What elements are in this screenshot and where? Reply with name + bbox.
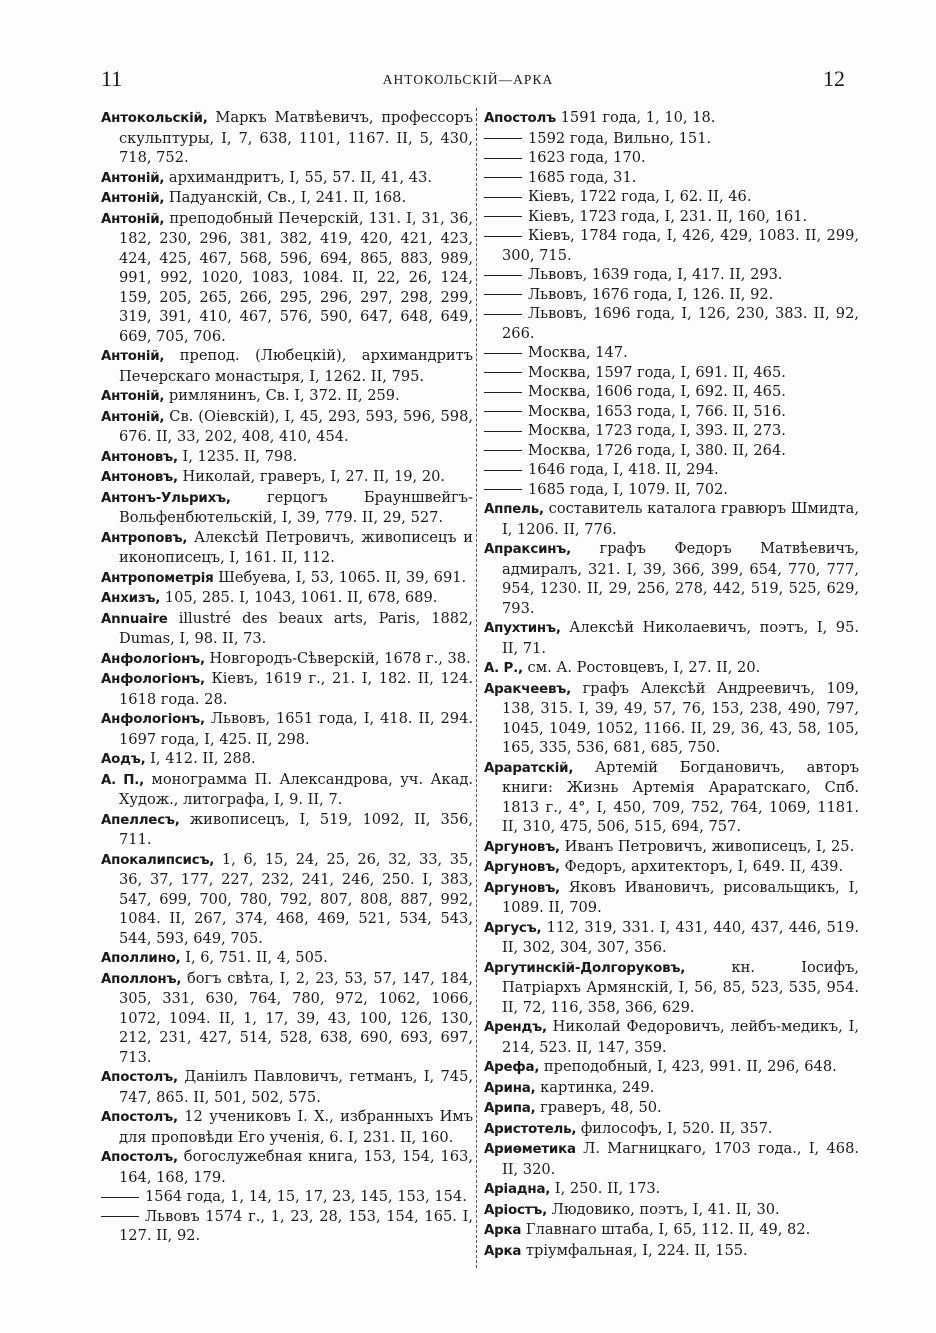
entry-headword: Арка — [484, 1223, 522, 1238]
index-entry — [484, 148, 859, 168]
entry-text: I, 1235. II, 798. — [177, 447, 298, 465]
index-entry — [484, 108, 859, 129]
index-entry — [484, 363, 859, 383]
entry-headword: Annuaire — [101, 611, 168, 627]
repeat-dash — [484, 197, 522, 198]
entry-text: преподобный Печерскій, 131. I, 31, 36, 182, 230, 296, 381, 382, 419, 420, 421, 423, 424, 425, 467, 568, 596, 694, 865, 883, 989, 991, 992, 1020, 1083, 1084. II, 22, 26, 124, 159, 205, 265, 266, 295, 296, 297, 298, 299, 319, 391, 410, 467, 576, 590, 647, 648, 649, 669, 705, 706. — [119, 209, 473, 345]
repeat-dash — [484, 216, 522, 217]
index-entry — [484, 187, 859, 207]
entry-headword: Аріостъ, — [484, 1202, 547, 1218]
entry-text: Кіевъ, 1784 года, I, 426, 429, 1083. II, 299, 300, 715. — [502, 227, 859, 264]
index-entry — [484, 499, 859, 539]
entry-headword: Апостолъ, — [101, 1150, 178, 1165]
index-entry — [484, 343, 859, 363]
index-entry — [101, 108, 473, 168]
entry-text: картинка, 249. — [535, 1078, 655, 1096]
index-entry — [484, 758, 859, 837]
index-entry — [484, 918, 859, 958]
entry-text: 1685 года, I, 1079. II, 702. — [528, 480, 728, 498]
entry-headword: Анфологіонъ, — [101, 712, 205, 727]
index-entry — [484, 226, 859, 265]
repeat-dash — [484, 411, 522, 412]
index-entry — [101, 709, 473, 749]
entry-text: Яковъ Ивановичъ, рисовальщикъ, I, 1089. II, 709. — [502, 878, 859, 916]
entry-headword: Аполлонъ, — [101, 971, 182, 987]
entry-text: Кіевъ, 1619 г., 21. I, 182. II, 124. 1618 года. 28. — [119, 670, 473, 708]
entry-headword: Аппель, — [484, 502, 544, 517]
entry-text: 1564 года, 1, 14, 15, 17, 23, 145, 153, 154. — [145, 1188, 467, 1205]
index-entry — [484, 285, 859, 305]
entry-headword: Араратскій, — [484, 760, 574, 776]
entry-text: Л. Магницкаго, 1703 года., I, 468. II, 320. — [502, 1140, 859, 1178]
entry-headword: Антонъ-Ульрихъ, — [101, 490, 231, 506]
repeat-dash — [484, 314, 522, 315]
repeat-dash — [484, 236, 522, 237]
entry-headword: Антокольскій, — [101, 111, 208, 126]
entry-text: Львовъ, 1676 года, I, 126. II, 92. — [528, 285, 774, 303]
entry-text: 105, 285. I, 1043, 1061. II, 678, 689. — [160, 589, 438, 606]
index-entry — [484, 1241, 859, 1262]
index-entry — [101, 209, 473, 347]
entry-text: Артемій Богдановичъ, авторъ книги: Жизнь Артемія Араратскаго, Спб. 1813 г., 4°, I, 450, 709, 752, 764, 1069, 1181. II, 310, 475, 506, 515, 694, 757. — [502, 758, 859, 835]
index-entry — [101, 447, 473, 468]
entry-text: герцогъ Брауншвейгъ-Вольфенбютельскій, I, 39, 779. II, 29, 527. — [119, 488, 473, 526]
entry-headword: Анфологіонъ, — [101, 672, 205, 687]
index-entry — [484, 878, 859, 918]
entry-headword: Апостолъ, — [101, 1070, 178, 1085]
index-entry — [484, 129, 859, 149]
entry-text: Федоръ, архитекторъ, I, 649. II, 439. — [559, 858, 844, 875]
entry-headword: Апраксинъ, — [484, 542, 572, 557]
entry-text: Алексѣй Николаевичъ, поэтъ, I, 95. II, 71. — [502, 619, 859, 657]
entry-headword: Анфологіонъ, — [101, 651, 205, 667]
index-column-left — [101, 108, 473, 1246]
index-entry — [484, 1139, 859, 1179]
entry-text: Маркъ Матвѣевичъ, профессоръ скульптуры, I, 7, 638, 1101, 1167. II, 5, 430, 718, 752. — [119, 109, 473, 166]
entry-headword: Аргуновъ, — [484, 880, 560, 896]
repeat-dash — [484, 275, 522, 276]
entry-headword: Антоній, — [101, 349, 165, 364]
entry-text: I, 6, 751. II, 4, 505. — [180, 949, 328, 966]
index-entry — [101, 188, 473, 209]
index-entry — [484, 618, 859, 658]
entry-text: Москва, 1726 года, I, 380. II, 264. — [528, 441, 786, 459]
entry-headword: Антоній, — [101, 191, 165, 206]
index-entry — [101, 568, 473, 589]
index-entry — [101, 1067, 473, 1107]
entry-text: 1591 года, 1, 10, 18. — [555, 109, 716, 126]
index-entry — [101, 588, 473, 609]
entry-headword: Арипа, — [484, 1101, 536, 1116]
entry-text: живописецъ, I, 519, 1092, II, 356, 711. — [119, 810, 473, 848]
entry-text: Иванъ Петровичъ, живописецъ, I, 25. — [559, 837, 855, 855]
entry-headword: Антроповъ, — [101, 530, 188, 546]
index-entry — [484, 857, 859, 878]
entry-text: Кіевъ, 1723 года, I, 231. II, 160, 161. — [528, 207, 808, 225]
entry-text: кн. Іосифъ, Патріархъ Армянскій, I, 56, 85, 523, 535, 954. II, 72, 116, 358, 366, 629. — [502, 958, 859, 1016]
entry-text: I, 250. II, 173. — [550, 1180, 661, 1197]
index-entry — [101, 346, 473, 386]
index-entry — [484, 402, 859, 422]
entry-text: Москва, 1723 года, I, 393. II, 273. — [528, 422, 786, 439]
repeat-dash — [484, 138, 522, 139]
entry-text: 12 учениковъ I. X., избранныхъ Имъ для проповѣди Его ученія, 6. I, 231. II, 160. — [119, 1108, 473, 1146]
entry-headword: Аракчеевъ, — [484, 681, 572, 697]
running-title: АНТОКОЛЬСКІЙ—АРКА — [382, 72, 554, 87]
repeat-dash — [484, 294, 522, 295]
index-column-right — [484, 108, 859, 1261]
index-entry — [484, 460, 859, 480]
index-entry — [101, 1187, 473, 1207]
index-entry — [484, 958, 859, 1018]
entry-text: Св. (Оіевскій), I, 45, 293, 593, 596, 598, 676. II, 33, 202, 408, 410, 454. — [119, 407, 473, 445]
index-entry — [484, 421, 859, 441]
entry-headword: Ариѳметика — [484, 1142, 576, 1157]
entry-headword: Аргуновъ, — [484, 839, 560, 855]
page-header — [0, 62, 936, 96]
entry-text: граверъ, 48, 50. — [535, 1099, 662, 1116]
repeat-dash — [484, 372, 522, 373]
repeat-dash — [484, 177, 522, 178]
entry-text: 1646 года, I, 418. II, 294. — [528, 461, 719, 478]
entry-text: illustré des beaux arts, Paris, 1882, Dumas, I, 98. II, 73. — [119, 609, 473, 647]
index-entry — [101, 669, 473, 709]
index-entry — [101, 948, 473, 969]
entry-text: 1623 года, 170. — [528, 149, 646, 166]
entry-text: 1685 года, 31. — [528, 168, 637, 186]
entry-headword: А. П., — [101, 772, 145, 788]
entry-text: Шебуева, I, 53, 1065. II, 39, 691. — [213, 568, 467, 586]
entry-text: богослужебная книга, 153, 154, 163, 164, 168, 179. — [119, 1148, 473, 1186]
index-entry — [101, 467, 473, 488]
page-number-left: 11 — [101, 66, 123, 91]
index-entry — [101, 1147, 473, 1187]
entry-text: Львовъ, 1651 года, I, 418. II, 294. 1697 года, I, 425. II, 298. — [119, 710, 473, 748]
column-divider — [476, 108, 478, 1268]
entry-headword: Апокалипсисъ, — [101, 852, 215, 868]
entry-headword: Антоновъ, — [101, 449, 178, 465]
index-entry — [101, 386, 473, 407]
entry-headword: Аргусъ, — [484, 920, 542, 936]
entry-text: преподобный, I, 423, 991. II, 296, 648. — [539, 1058, 837, 1075]
index-entry — [484, 539, 859, 618]
index-entry — [101, 770, 473, 810]
entry-text: составитель каталога гравюръ Шмидта, I, 1206. II, 776. — [502, 500, 859, 538]
entry-text: графъ Федоръ Матвѣевичъ, адмиралъ, 321. I, 39, 366, 399, 654, 770, 777, 954, 1230. II, 29, 256, 278, 442, 519, 525, 629, 793. — [502, 540, 859, 617]
entry-headword: Антропометрія — [101, 570, 214, 586]
entry-text: I, 412. II, 288. — [145, 750, 256, 767]
index-entry — [484, 168, 859, 188]
entry-text: 1, 6, 15, 24, 25, 26, 32, 33, 35, 36, 37, 177, 227, 232, 241, 246, 250. I, 383, 547, 699, 700, 780, 792, 807, 808, 887, 992, 1084. II, 267, 374, 468, 469, 521, 534, 543, 544, 593, 649, 705. — [119, 850, 473, 947]
index-entry — [484, 1119, 859, 1140]
index-entry — [484, 1017, 859, 1057]
index-entry — [101, 850, 473, 949]
entry-text: Москва, 1597 года, I, 691. II, 465. — [528, 363, 786, 381]
entry-headword: Арефа, — [484, 1060, 540, 1075]
entry-headword: Арина, — [484, 1080, 536, 1096]
entry-text: 1592 года, Вильно, 151. — [528, 129, 712, 147]
repeat-dash — [484, 470, 522, 471]
entry-headword: Аріадна, — [484, 1182, 551, 1197]
entry-headword: Аргуновъ, — [484, 860, 560, 875]
entry-text: Львовъ, 1696 года, I, 126, 230, 383. II, 92, 266. — [502, 305, 859, 342]
index-entry — [484, 1220, 859, 1241]
entry-headword: Апостолъ, — [101, 1110, 178, 1125]
index-entry — [101, 1107, 473, 1147]
index-entry — [484, 1057, 859, 1078]
entry-headword: Арка — [484, 1243, 522, 1259]
entry-text: Львовъ 1574 г., 1, 23, 28, 153, 154, 165. I, 127. II, 92. — [119, 1207, 473, 1244]
index-entry — [484, 265, 859, 285]
repeat-dash — [101, 1216, 139, 1217]
entry-headword: Анхизъ, — [101, 591, 161, 606]
entry-text: философъ, I, 520. II, 357. — [576, 1119, 773, 1137]
entry-headword: Апухтинъ, — [484, 621, 561, 636]
entry-headword: Аргутинскій-Долгоруковъ, — [484, 960, 686, 976]
entry-headword: Аодъ, — [101, 752, 146, 767]
entry-text: архимандритъ, I, 55, 57. II, 41, 43. — [164, 168, 433, 186]
index-entry — [484, 304, 859, 343]
entry-headword: Аполлино, — [101, 951, 181, 966]
entry-text: Николай Федоровичъ, лейбъ-медикъ, I, 214, 523. II, 147, 359. — [502, 1018, 859, 1056]
entry-headword: Антоній, — [101, 389, 165, 404]
index-entry — [101, 749, 473, 770]
repeat-dash — [484, 450, 522, 451]
repeat-dash — [484, 158, 522, 159]
entry-text: 112, 319, 331. I, 431, 440, 437, 446, 519. II, 302, 304, 307, 356. — [502, 918, 859, 956]
entry-headword: Арендъ, — [484, 1020, 547, 1035]
index-entry — [101, 488, 473, 528]
entry-headword: Антоній, — [101, 409, 165, 425]
index-entry — [484, 441, 859, 461]
entry-text: тріумфальная, I, 224. II, 155. — [521, 1241, 748, 1259]
index-entry — [484, 679, 859, 758]
entry-text: Кіевъ, 1722 года, I, 62. II, 46. — [528, 188, 752, 205]
entry-text: Москва, 1606 года, I, 692. II, 465. — [528, 383, 786, 400]
entry-text: Николай, граверъ, I, 27. II, 19, 20. — [177, 468, 446, 485]
repeat-dash — [484, 489, 522, 490]
entry-text: Алексѣй Петровичъ, живописецъ и иконописецъ, I, 161. II, 112. — [119, 528, 473, 566]
entry-headword: Антоній, — [101, 170, 165, 186]
entry-text: Москва, 147. — [528, 344, 628, 361]
entry-text: Даніилъ Павловичъ, гетманъ, I, 745, 747, 865. II, 501, 502, 575. — [119, 1068, 473, 1106]
index-entry — [484, 1098, 859, 1119]
entry-text: монограмма П. Александрова, уч. Акад. Худож., литографа, I, 9. II, 7. — [119, 770, 473, 808]
index-entry — [101, 1207, 473, 1246]
repeat-dash — [484, 431, 522, 432]
repeat-dash — [484, 353, 522, 354]
index-entry — [484, 1200, 859, 1221]
index-entry — [101, 528, 473, 568]
index-entry — [484, 1179, 859, 1200]
entry-text: богъ свѣта, I, 2, 23, 53, 57, 147, 184, 305, 331, 630, 764, 780, 972, 1062, 1066, 1072, 1094. II, 1, 17, 39, 43, 100, 126, 130, 212, 231, 427, 514, 528, 638, 690, 693, 697, 713. — [119, 969, 473, 1066]
entry-text: римлянинъ, Св. I, 372. II, 259. — [164, 387, 400, 404]
entry-headword: Аристотель, — [484, 1121, 577, 1137]
entry-text: Людовико, поэтъ, I, 41. II, 30. — [547, 1200, 780, 1218]
index-entry — [484, 658, 859, 679]
entry-text: см. А. Ростовцевъ, I, 27. II, 20. — [522, 659, 761, 676]
entry-headword: Апостолъ — [484, 111, 556, 126]
index-entry — [101, 609, 473, 649]
index-entry — [101, 649, 473, 670]
index-entry — [101, 810, 473, 850]
entry-text: Новгородъ-Сѣверскій, 1678 г., 38. — [204, 649, 471, 667]
index-entry — [101, 407, 473, 447]
index-entry — [484, 837, 859, 858]
index-entry — [101, 168, 473, 189]
index-entry — [484, 1078, 859, 1099]
entry-headword: Антоній, — [101, 211, 165, 227]
index-entry — [101, 969, 473, 1068]
entry-text: Главнаго штаба, I, 65, 112. II, 49, 82. — [521, 1221, 811, 1238]
entry-headword: А. Р., — [484, 661, 523, 676]
repeat-dash — [484, 392, 522, 393]
entry-text: препод. (Любецкій), архимандритъ Печерскаго монастыря, I, 1262. II, 795. — [119, 347, 473, 385]
repeat-dash — [101, 1197, 139, 1198]
entry-text: Москва, 1653 года, I, 766. II, 516. — [528, 402, 786, 420]
index-entry — [484, 207, 859, 227]
page-number-right: 12 — [823, 66, 845, 91]
entry-text: Падуанскій, Св., I, 241. II, 168. — [164, 189, 407, 206]
entry-text: Львовъ, 1639 года, I, 417. II, 293. — [528, 266, 783, 283]
entry-headword: Апеллесъ, — [101, 812, 180, 828]
entry-text: графъ Алексѣй Андреевичъ, 109, 138, 315. I, 39, 49, 57, 76, 153, 238, 490, 797, 1045, 1049, 1052, 1166. II, 29, 36, 43, 58, 105, 165, 335, 536, 681, 685, 750. — [502, 679, 859, 756]
index-entry — [484, 480, 859, 500]
index-entry — [484, 382, 859, 402]
entry-headword: Антоновъ, — [101, 470, 178, 485]
